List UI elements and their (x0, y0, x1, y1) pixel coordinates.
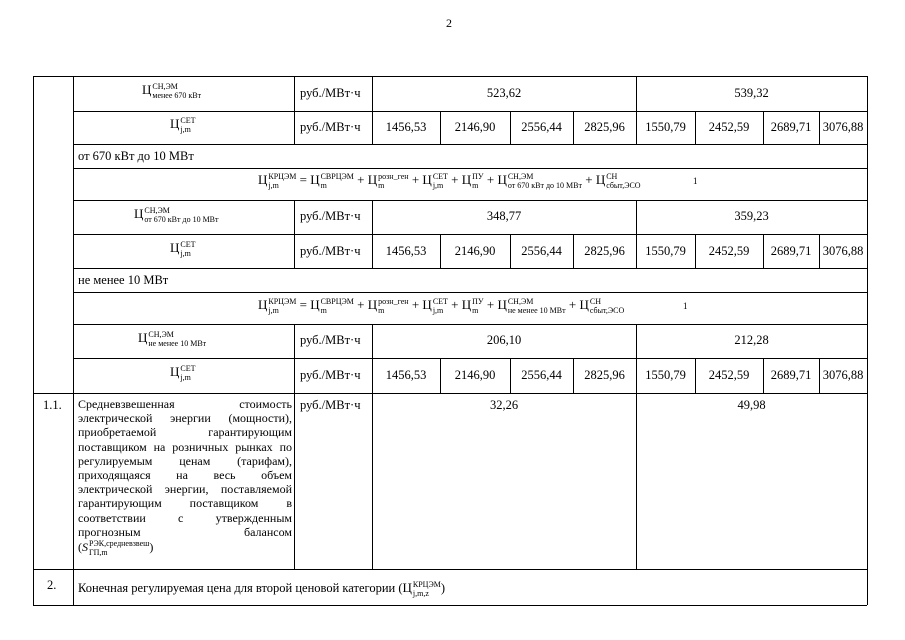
row-line (33, 569, 867, 570)
value-cell: 2556,44 (521, 244, 562, 258)
group-label: не менее 10 МВт (78, 273, 169, 287)
value-cell: 1550,79 (645, 244, 686, 258)
desc-symbol: (S РЭК,средневзвеш ГП,m ) (78, 539, 154, 558)
value-cell: 1550,79 (645, 368, 686, 382)
col-line (294, 324, 295, 393)
row-line (73, 200, 867, 201)
value-cell: 2556,44 (521, 368, 562, 382)
value-cell: 2689,71 (770, 368, 812, 382)
row-title: Конечная регулируемая цена для второй ценовой категории (Ц КРЦЭМ j,m,z ) (78, 580, 446, 599)
value-cell: 523,62 (486, 86, 522, 100)
value-cell: 212,28 (734, 333, 769, 347)
value-cell: 359,23 (734, 209, 769, 223)
row-line (73, 234, 867, 235)
value-cell: 2689,71 (770, 244, 812, 258)
value-cell: 3076,88 (822, 368, 864, 382)
desc-line: гарантирующим поставщиком в (78, 496, 292, 511)
group-label: от 670 кВт до 10 МВт (78, 149, 194, 163)
row-number: 2. (47, 578, 57, 592)
value-cell: 1550,79 (645, 120, 686, 134)
formula-note: 1 (683, 301, 688, 311)
symbol-cell: Ц СН,ЭМ менее 670 кВт (142, 82, 202, 101)
desc-line: Средневзвешенная стоимость (78, 397, 292, 411)
desc-line: поставщиком на розничных рынках по (78, 439, 292, 454)
value-cell: 348,77 (486, 209, 522, 223)
value-cell: 2146,90 (454, 368, 496, 382)
formula: Ц КРЦЭМ j,m = Ц СВРЦЭМ m + Ц розн_ген m + Ц СЕТ j,m + Ц ПУ m + Ц СН,ЭМ от 670 кВт до 10 МВт + Ц СН сбыт,ЭСО (258, 172, 641, 191)
value-cell: 2825,96 (584, 120, 625, 134)
row-line (73, 358, 867, 359)
value-cell: 1456,53 (385, 120, 427, 134)
value-cell: 3076,88 (822, 120, 864, 134)
value-cell: 3076,88 (822, 244, 864, 258)
value-cell: 2689,71 (770, 120, 812, 134)
page-number: 2 (446, 16, 452, 30)
formula: Ц КРЦЭМ j,m = Ц СВРЦЭМ m + Ц розн_ген m + Ц СЕТ j,m + Ц ПУ m + Ц СН,ЭМ не менее 10 МВт + Ц СН сбыт,ЭСО (258, 297, 625, 316)
value-cell: 206,10 (486, 333, 522, 347)
col-line (636, 393, 637, 569)
desc-line: регулируемым ценам (тарифам), (78, 453, 292, 468)
row-line (73, 111, 867, 112)
row-line (73, 268, 867, 269)
row-line (33, 76, 867, 77)
row-line (73, 292, 867, 293)
value-cell: 2452,59 (708, 244, 750, 258)
unit-cell: руб./МВт·ч (300, 86, 361, 100)
col-line (294, 393, 295, 569)
value-cell: 32,26 (489, 398, 519, 412)
value-cell: 1456,53 (385, 368, 427, 382)
symbol-cell: Ц СЕТ j,m (170, 240, 196, 259)
value-cell: 2825,96 (584, 244, 625, 258)
row-line (73, 168, 867, 169)
row-number: 1.1. (43, 398, 62, 412)
col-line (867, 76, 868, 605)
desc-line: прогнозным балансом (78, 524, 292, 539)
desc-line: электрической энергии, поставляемой (78, 482, 292, 497)
desc-line: соответствии с утвержденным (78, 510, 292, 525)
col-line (294, 76, 295, 144)
value-cell: 2556,44 (521, 120, 562, 134)
row-line (73, 144, 867, 145)
value-cell: 539,32 (734, 86, 769, 100)
row-description (78, 397, 292, 557)
desc-line: приобретаемой гарантирующим (78, 425, 292, 440)
unit-cell: руб./МВт·ч (300, 368, 361, 382)
col-line (294, 200, 295, 268)
unit-cell: руб./МВт·ч (300, 333, 361, 347)
desc-line: приходящаяся на весь объем (78, 468, 292, 483)
symbol-cell: Ц СН,ЭМ от 670 кВт до 10 МВт (134, 206, 219, 225)
row-line (33, 605, 867, 606)
unit-cell: руб./МВт·ч (300, 120, 361, 134)
value-cell: 49,98 (737, 398, 766, 412)
unit-cell: руб./МВт·ч (300, 398, 361, 412)
value-cell: 2825,96 (584, 368, 625, 382)
desc-line: электрической энергии (мощности), (78, 411, 292, 426)
value-cell: 2452,59 (708, 120, 750, 134)
symbol-cell: Ц СЕТ j,m (170, 364, 196, 383)
value-cell: 1456,53 (385, 244, 427, 258)
unit-cell: руб./МВт·ч (300, 244, 361, 258)
formula-note: 1 (693, 176, 698, 186)
value-cell: 2146,90 (454, 120, 496, 134)
symbol-cell: Ц СЕТ j,m (170, 116, 196, 135)
unit-cell: руб./МВт·ч (300, 209, 361, 223)
col-line (33, 76, 34, 605)
value-cell: 2452,59 (708, 368, 750, 382)
row-line (33, 393, 867, 394)
value-cell: 2146,90 (454, 244, 496, 258)
col-line (73, 76, 74, 605)
row-line (73, 324, 867, 325)
col-line (372, 393, 373, 569)
symbol-cell: Ц СН,ЭМ не менее 10 МВт (138, 330, 207, 349)
